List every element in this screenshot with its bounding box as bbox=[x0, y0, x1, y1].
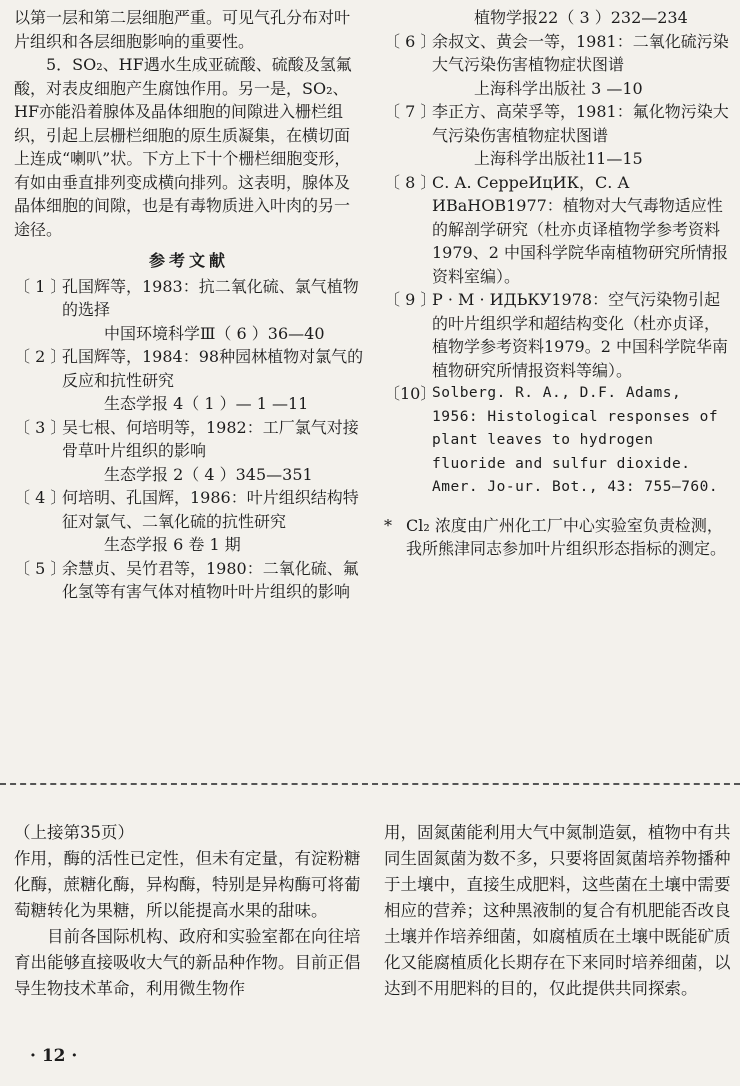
reference-item bbox=[384, 171, 732, 289]
reference-text: С. А. СерреИцИК，С. А ИВаНОВ1977：植物对大气毒物适应性的解剖学研究（杜亦贞译植物学参考资料1979、2 中国科学院华南植物研究所情报资料室编）。 bbox=[432, 172, 728, 286]
reference-number: 〔 6 〕 bbox=[384, 31, 437, 51]
page-number: · 12 · bbox=[30, 1046, 78, 1066]
footnote-mark: * bbox=[384, 515, 392, 535]
reference-number: 〔 3 〕 bbox=[14, 417, 67, 437]
references-title: 参考文献 bbox=[148, 251, 229, 270]
reference-text: 孔国辉等，1983：抗二氧化硫、氯气植物的选择 bbox=[62, 276, 359, 319]
reference-source: 生态学报 6 卷 1 期 bbox=[104, 535, 241, 554]
bottom-right-column bbox=[384, 820, 732, 1002]
reference-item bbox=[14, 557, 364, 604]
reference-text: 余叔文、黄会一等，1981：二氧化硫污染大气污染伤害植物症状图谱 bbox=[432, 31, 729, 74]
footnote-text: Cl₂ 浓度由广州化工厂中心实验室负责检测，我所熊津同志参加叶片组织形态指标的测定。 bbox=[406, 515, 727, 558]
reference-item bbox=[384, 382, 732, 500]
reference-item bbox=[14, 416, 364, 463]
bottom-paragraph-3: 用，固氮菌能利用大气中氮制造氨，植物中有共同生固氮菌为数不多，只要将固氮菌培养物播种于土壤中，直接生成肥料，这些菌在土壤中需要相应的营养；这种黑液制的复合有机肥能否改良土壤并作培养细菌，如腐植质在土壤中既能矿质化又能腐植质化长期存在下来同时培养细菌，以达到不用肥料的目的，仅此提供共同探索。 bbox=[384, 823, 731, 998]
continued-from-note: （上接第35页） bbox=[14, 823, 134, 842]
reference-text: 孔国辉等，1984：98种园林植物对氯气的反应和抗性研究 bbox=[62, 347, 364, 390]
reference-source: 植物学报22（ 3 ）232—234 bbox=[474, 8, 688, 27]
footnote bbox=[384, 514, 732, 561]
reference-number: 〔 4 〕 bbox=[14, 488, 67, 507]
reference-item bbox=[384, 30, 732, 77]
reference-item bbox=[384, 100, 732, 147]
paragraph-continued: 以第一层和第二层细胞严重。可见气孔分布对叶片组织和各层细胞影响的重要性。 bbox=[14, 8, 351, 51]
reference-number: 〔 5 〕 bbox=[14, 558, 67, 578]
reference-number: 〔 8 〕 bbox=[384, 172, 437, 192]
reference-text: 何培明、孔国辉，1986：叶片组织结构特征对氯气、二氧化硫的抗性研究 bbox=[62, 488, 359, 531]
reference-number: 〔 9 〕 bbox=[384, 290, 437, 309]
reference-text: Solberg. R. A., D.F. Adams, 1956: Histological responses of plant leaves to hydrogen fluoride and sulfur dioxide. Amer. Jo-ur. Bot., 43: 755—760. bbox=[432, 385, 719, 495]
left-column bbox=[14, 6, 364, 604]
reference-source: 上海科学出版社11—15 bbox=[474, 149, 643, 168]
reference-item bbox=[14, 486, 364, 533]
reference-text: 李正方、高荣孚等，1981：氟化物污染大气污染伤害植物症状图谱 bbox=[432, 102, 729, 145]
bottom-left-column bbox=[14, 820, 364, 1002]
bottom-paragraph-2: 目前各国际机构、政府和实验室都在向往培育出能够直接吸收大气的新品种作物。目前正倡导生物技术革命，利用微生物作 bbox=[14, 927, 361, 998]
reference-item bbox=[384, 288, 732, 382]
reference-source: 上海科学出版社 3 —10 bbox=[474, 78, 643, 98]
right-column bbox=[384, 6, 732, 561]
reference-source: 生态学报 4（ 1 ）— 1 —11 bbox=[104, 394, 309, 413]
bottom-paragraph-1: 作用，酶的活性已定性，但未有定量，有淀粉糖化酶，蔗糖化酶，异构酶，特别是异构酶可将葡萄糖转化为果糖，所以能提高水果的甜味。 bbox=[14, 849, 361, 920]
reference-number: 〔 2 〕 bbox=[14, 347, 67, 366]
reference-text: 吴七根、何培明等，1982：工厂氯气对接骨草叶片组织的影响 bbox=[62, 417, 359, 460]
reference-item bbox=[14, 345, 364, 392]
reference-source: 中国环境科学Ⅲ（ 6 ）36—40 bbox=[104, 323, 325, 343]
reference-text: Р · М · ИДЬКУ1978：空气污染物引起的叶片组织学和超结构变化（杜亦贞译，植物学参考资料1979。2 中国科学院华南植物研究所情报资料等编）。 bbox=[432, 290, 728, 380]
reference-number: 〔 7 〕 bbox=[384, 102, 437, 121]
reference-source: 生态学报 2（ 4 ）345—351 bbox=[104, 464, 313, 484]
section-divider bbox=[0, 783, 740, 785]
reference-text: 余慧贞、吴竹君等，1980：二氧化硫、氟化氢等有害气体对植物叶叶片组织的影响 bbox=[62, 558, 359, 601]
paragraph-5: 5．SO₂、HF遇水生成亚硫酸、硫酸及氢氟酸，对表皮细胞产生腐蚀作用。另一是，SO₂、HF亦能沿着腺体及晶体细胞的间隙进入栅栏组织，引起上层栅栏细胞的原生质凝集，在横切面上连成“喇叭”状。下方上下十个栅栏细胞变形，有如由垂直排列变成横向排列。这表明，腺体及晶体细胞的间隙，也是有毒物质进入叶肉的另一途径。 bbox=[14, 55, 352, 239]
reference-number: 〔 1 〕 bbox=[14, 276, 67, 296]
reference-item bbox=[14, 275, 364, 322]
reference-number: 〔10〕 bbox=[384, 384, 437, 403]
